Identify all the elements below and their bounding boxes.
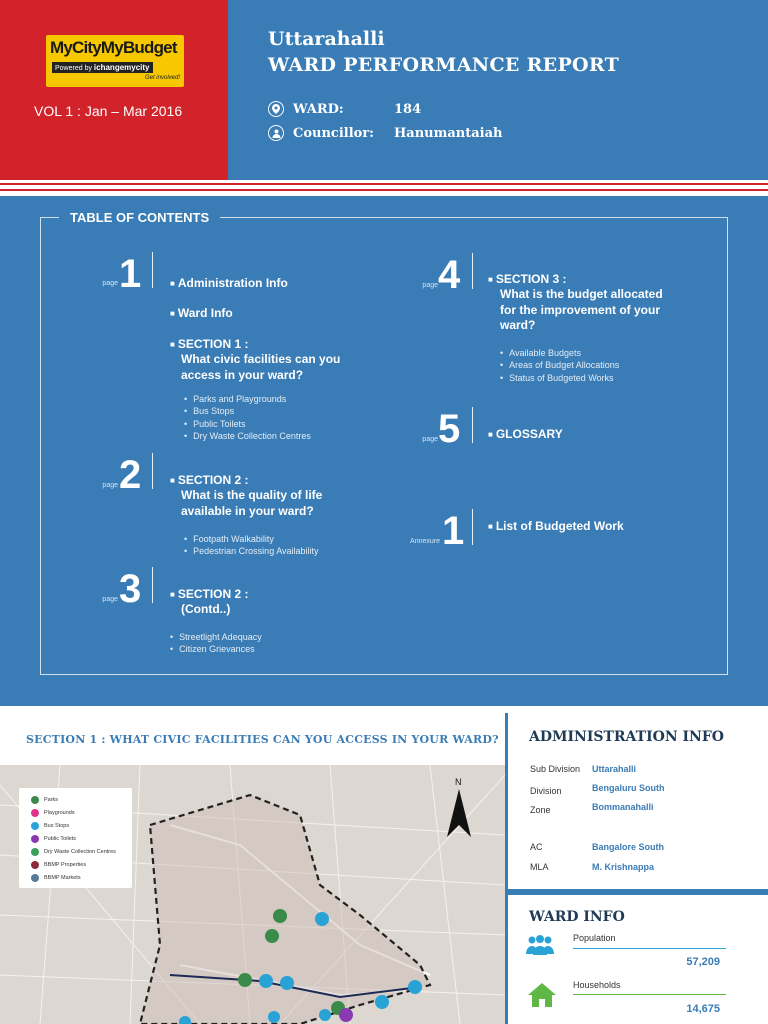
households-label: Households xyxy=(573,980,621,990)
ward-label: WARD: xyxy=(293,101,344,117)
logo-text: MyCityMyBudget xyxy=(50,38,177,57)
header-brand-panel xyxy=(0,0,228,180)
admin-row-division: Division Bengaluru South xyxy=(530,783,665,796)
legend-item-playgrounds: Playgrounds xyxy=(31,809,75,817)
person-icon xyxy=(268,125,284,141)
location-pin-icon xyxy=(268,101,284,117)
households-value: 14,675 xyxy=(686,1003,720,1015)
toc-section-1-items xyxy=(184,393,311,442)
councillor-name: Hanumantaiah xyxy=(394,125,503,141)
page-word: page xyxy=(422,436,438,443)
list-item: • Parks and Playgrounds xyxy=(184,394,287,404)
page-number-2: 2 xyxy=(119,453,142,497)
logo-powered-by: Powered by ichangemycity xyxy=(52,62,153,73)
ward-info-title: WARD INFO xyxy=(529,909,625,925)
page-word: page xyxy=(102,482,118,489)
councillor-label: Councillor: xyxy=(293,125,374,141)
legend-item-bbmp-properties: BBMP Properties xyxy=(31,861,86,869)
toc-entry-admin-info[interactable]: ■ Administration Info xyxy=(170,276,288,290)
admin-row-ac: AC Bangalore South xyxy=(530,842,665,852)
list-item: • Public Toilets xyxy=(184,418,246,429)
admin-row-zone: Zone Bommanahalli xyxy=(530,802,654,815)
annexure-word: Annexure xyxy=(410,538,440,545)
legend-item-bbmp-markets: BBMP Markets xyxy=(31,874,81,882)
list-item: • Status of Budgeted Works xyxy=(500,372,614,383)
toc-section-2-items xyxy=(184,533,319,558)
toc-entry-ward-info[interactable]: ■ Ward Info xyxy=(170,306,233,320)
page-divider xyxy=(472,509,473,545)
toc-entry-budgeted-work[interactable]: ■ List of Budgeted Work xyxy=(488,519,624,533)
ward-map[interactable]: N xyxy=(0,765,505,1024)
toc-section-3-question: What is the budget allocated for the improvement of your ward? xyxy=(500,287,663,332)
population-rule xyxy=(573,948,726,949)
toc-section-1-question: What civic facilities can you access in your ward? xyxy=(181,352,341,382)
list-item: • Streetlight Adequacy xyxy=(170,632,262,642)
toc-entry-section-1[interactable]: ■ SECTION 1 : xyxy=(170,337,249,351)
toc-frame xyxy=(40,217,728,675)
list-item: • Footpath Walkability xyxy=(184,534,274,544)
population-value: 57,209 xyxy=(686,956,720,968)
report-title: WARD PERFORMANCE REPORT xyxy=(268,54,620,76)
toc-section-2-question: What is the quality of life available in your ward? xyxy=(181,488,323,518)
toc-entry-section-2[interactable]: ■ SECTION 2 : xyxy=(170,473,249,487)
legend-item-parks: Parks xyxy=(31,796,58,804)
household-icon xyxy=(527,982,557,1013)
toc-section-2-contd-items xyxy=(170,631,262,656)
ward-city-name: Uttarahalli xyxy=(268,28,385,50)
page-number-1: 1 xyxy=(119,252,142,296)
toc-section-2-contd: (Contd..) xyxy=(181,602,231,616)
ward-number: 184 xyxy=(394,101,422,117)
ward-row xyxy=(268,101,421,117)
toc-title: TABLE OF CONTENTS xyxy=(59,210,220,225)
list-item: • Bus Stops xyxy=(184,406,235,417)
toc-section-3-items xyxy=(500,347,619,384)
divider-line xyxy=(0,757,505,765)
legend-item-public-toilets: Public Toilets xyxy=(31,835,76,843)
page-divider xyxy=(152,453,153,489)
population-label: Population xyxy=(573,933,616,943)
page-divider xyxy=(152,567,153,603)
admin-row-sub-division: Sub Division Uttarahalli xyxy=(530,764,637,774)
list-item: • Pedestrian Crossing Availability xyxy=(184,546,319,557)
table-of-contents xyxy=(0,196,768,706)
volume-label: VOL 1 : Jan – Mar 2016 xyxy=(34,103,183,119)
legend-item-bus-stops: Bus Stops xyxy=(31,822,69,830)
logo-tagline: Get involved! xyxy=(144,75,180,81)
page-divider xyxy=(472,407,473,443)
page-number-3: 3 xyxy=(119,567,142,611)
legend-item-dry-waste: Dry Waste Collection Centres xyxy=(31,848,116,856)
page-divider xyxy=(152,252,153,288)
households-rule xyxy=(573,994,726,995)
administration-info-title: ADMINISTRATION INFO xyxy=(529,729,724,745)
divider-line xyxy=(0,183,768,185)
page-number-5: 5 xyxy=(438,407,461,451)
page-word: page xyxy=(102,280,118,287)
mycitymybudget-logo xyxy=(46,35,184,87)
list-item: • Dry Waste Collection Centres xyxy=(184,430,311,441)
list-item: • Citizen Grievances xyxy=(170,644,255,655)
page-word: page xyxy=(422,282,438,289)
population-icon xyxy=(526,934,554,961)
page-number-4: 4 xyxy=(438,253,461,297)
toc-entry-glossary[interactable]: ■ GLOSSARY xyxy=(488,427,563,441)
header-title-panel xyxy=(228,0,768,180)
map-legend xyxy=(19,788,132,888)
page-divider xyxy=(472,253,473,289)
annexure-number: 1 xyxy=(442,509,465,553)
section-1-title: SECTION 1 : WHAT CIVIC FACILITIES CAN YOU ACCESS IN YOUR WARD? xyxy=(26,733,499,746)
toc-entry-section-3[interactable]: ■ SECTION 3 : xyxy=(488,272,567,286)
list-item: • Available Budgets xyxy=(500,348,582,358)
divider-line xyxy=(0,189,768,191)
admin-row-mla: MLA M. Krishnappa xyxy=(530,862,655,872)
toc-entry-section-2-contd[interactable]: ■ SECTION 2 : xyxy=(170,587,249,601)
list-item: • Areas of Budget Allocations xyxy=(500,360,620,371)
page-word: page xyxy=(102,596,118,603)
councillor-row xyxy=(268,125,502,141)
